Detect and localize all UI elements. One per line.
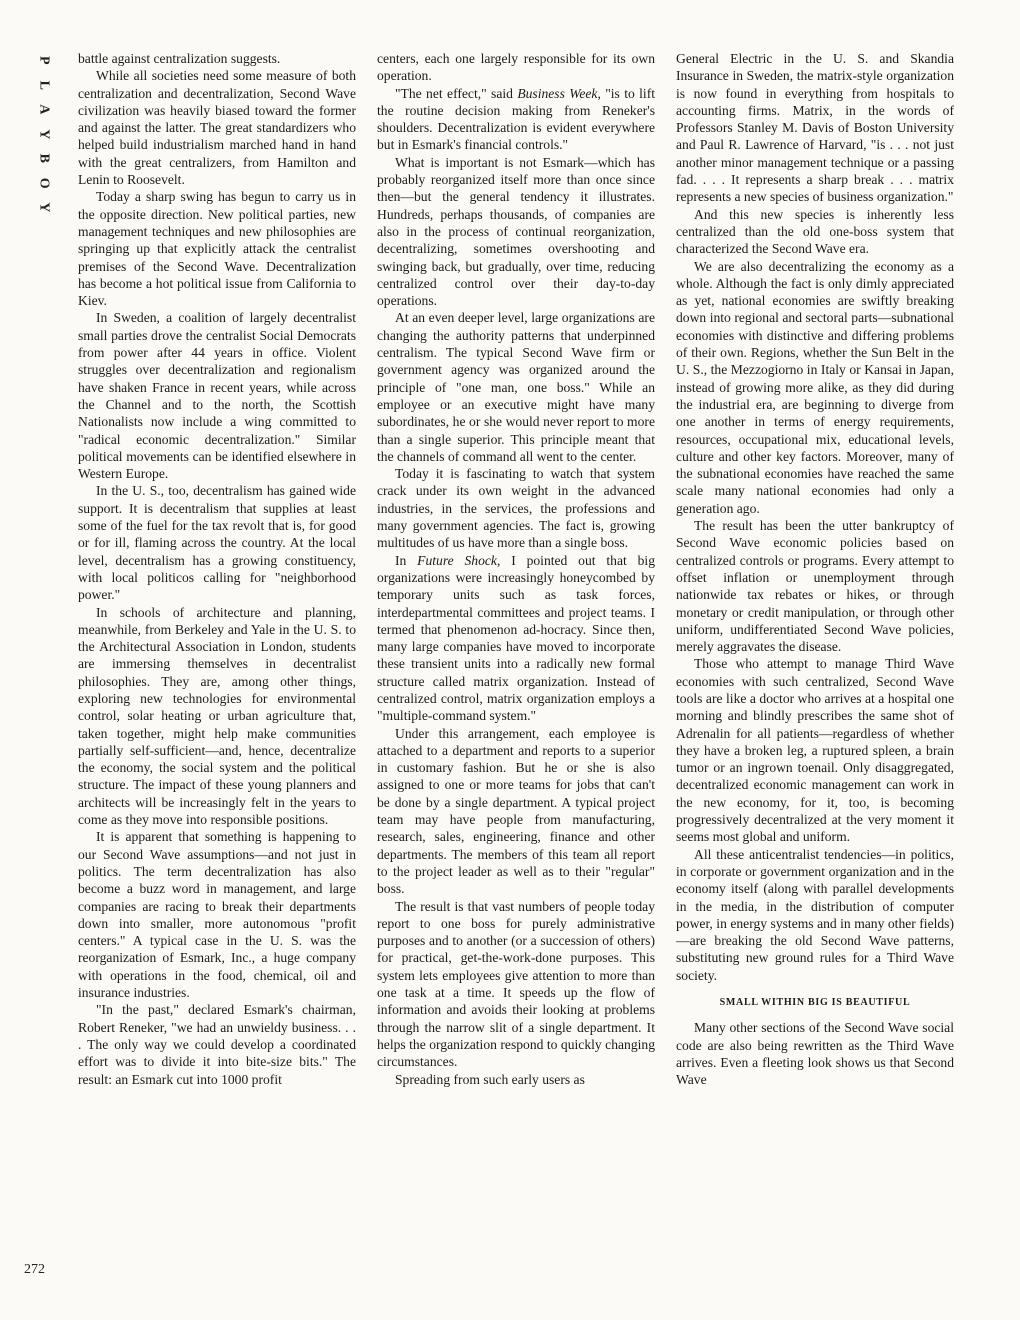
section-subhead: SMALL WITHIN BIG IS BEAUTIFUL	[719, 997, 911, 1009]
article-paragraph: Those who attempt to manage Third Wave economies with such centralized, Second Wave tools are like a doctor who arrives at a hospital one morning and blindly prescribes the same shot of Adrenalin for all patients—regardless of whether they have a broken leg, a ruptured spleen, a brain tumor or an ingrown toenail. Only disaggregated, decentralized economic management can work in the new economy, for it, too, is becoming progressively decentralized at the very moment it seems most global and uniform.	[676, 656, 954, 845]
article-paragraph: General Electric in the U. S. and Skandia Insurance in Sweden, the matrix-style organization is now found in everything from hospitals to accounting firms. Matrix, in the words of Professors Stanley M. Davis of Boston University and Paul R. Lawrence of Harvard, "is . . . not just another minor management technique or a passing fad. . . . It represents a sharp break . . . matrix represents a new species of business organization."	[676, 51, 954, 205]
article-column-3	[676, 50, 954, 1089]
article-paragraph: "In the past," declared Esmark's chairman, Robert Reneker, "we had an unwieldy business. . . . The only way we could develop a coordinated effort was to divide it into bite-size bits." The result: an Esmark cut into 1000 profit	[78, 1002, 356, 1087]
paragraph-text: , I pointed out that big organizations were increasingly honeycombed by temporary units such as task forces, interdepartmental committees and project teams. I termed that phenomenon ad-hocracy. Since then, many large companies have moved to incorporate these transient units into a radically new formal structure called matrix organization. Instead of centralized control, matrix organization employs a "multiple-command system."	[377, 552, 655, 724]
italic-title: Future Shock	[417, 552, 497, 568]
article-paragraph: At an even deeper level, large organizations are changing the authority patterns that underpinned centralism. The typical Second Wave firm or government agency was organized around the principle of "one man, one boss." While an employee or an executive might have many subordinates, he or she would never report to more than a single superior. This principle meant that the channels of command all went to the center.	[377, 310, 655, 464]
column-3-continued-body	[676, 1019, 954, 1088]
article-paragraph: Today a sharp swing has begun to carry us in the opposite direction. New political parties, new management techniques and new philosophies are springing up that explicitly attack the centralist premises of the Second Wave. Decentralization has become a hot political issue from California to Kiev.	[78, 189, 356, 309]
article-paragraph: battle against centralization suggests.	[78, 51, 281, 66]
article-paragraph: Many other sections of the Second Wave social code are also being rewritten as the Third Wave arrives. Even a fleeting look shows us that Second Wave	[676, 1020, 954, 1088]
article-column-1	[78, 50, 356, 1088]
masthead-letter: A	[36, 104, 52, 115]
masthead-letter: Y	[36, 128, 52, 139]
article-paragraph: And this new species is inherently less centralized than the old one-boss system that characterized the Second Wave era.	[676, 206, 954, 257]
article-paragraph: In the U. S., too, decentralism has gained wide support. It is decentralism that supplies at least some of the fuel for the tax revolt that is, for good or for ill, flaming across the country. At the local level, decentralism has a growing constituency, with local politicos calling for "neighborhood power."	[78, 483, 356, 603]
article-paragraph: It is apparent that something is happening to our Second Wave assumptions—and not just in politics. The term decentralization has also become a buzz word in management, and large companies are racing to break their departments down into smaller, more autonomous "profit centers." A typical case in the U. S. was the reorganization of Esmark, Inc., a huge company with operations in the food, chemical, oil and insurance industries.	[78, 829, 356, 1001]
article-paragraph	[377, 85, 655, 154]
masthead-letter: Y	[36, 202, 52, 213]
article-paragraph: The result is that vast numbers of people today report to one boss for purely administrative purposes and to another (or a succession of others) for practical, get-the-work-done purposes. This system lets employees give attention to more than one task at a time. It speeds up the flow of information and avoids their looking at problems through the narrow slit of a single department. It helps the organization respond to quickly changing circumstances.	[377, 898, 655, 1070]
column-3-body	[676, 50, 954, 984]
article-paragraph: While all societies need some measure of both centralization and decentralization, Second Wave civilization was heavily biased toward the former and against the latter. The great standardizers who helped build industrialism marched hand in hand with the great centralizers, from Hamilton and Lenin to Roosevelt.	[78, 68, 356, 188]
article-paragraph: What is important is not Esmark—which has probably reorganized itself more than once since then—but the general tendency it illustrates. Hundreds, perhaps thousands, of companies are also in the process of continual reorganization, decentralizing, sometimes overshooting and swinging back, but gradually, over time, reducing centralized control over their day-to-day operations.	[377, 154, 655, 309]
article-paragraph: In Sweden, a coalition of largely decentralist small parties drove the centralist Social Democrats from power after 44 years in office. Violent struggles over decentralization and regionalism have shaken France in recent years, while across the Channel and to the north, the Scottish Nationalists now include a wing committed to "radical economic decentralization." Similar political movements can be identified elsewhere in Western Europe.	[78, 310, 356, 482]
article-paragraph: In schools of architecture and planning, meanwhile, from Berkeley and Yale in the U. S. to the Architectural Association in London, students are immersing themselves in decentralist philosophies. They are, among other things, exploring new technologies for environmental control, solar heating or urban agriculture that, taken together, might help make communities partially self-sufficient—and, hence, decentralize the economy, the social system and the political structure. The impact of these young planners and architects will be increasingly felt in the years to come as they move into responsible positions.	[78, 604, 356, 828]
masthead-vertical	[34, 48, 52, 220]
page-number: 272	[24, 1262, 45, 1277]
article-paragraph: All these anticentralist tendencies—in politics, in corporate or government organization and in the economy itself (along with parallel developments in the media, in the distribution of computer power, in energy systems and in many other fields)—are breaking the old Second Wave patterns, substituting new ground rules for a Third Wave society.	[676, 846, 954, 983]
paragraph-text: In	[395, 552, 418, 568]
masthead-letter: O	[36, 177, 52, 189]
article-paragraph	[377, 552, 655, 725]
article-column-2	[377, 50, 655, 1088]
article-paragraph: Spreading from such early users as	[395, 1071, 585, 1087]
article-paragraph: centers, each one largely responsible for its own operation.	[377, 51, 655, 84]
masthead-letter: B	[36, 153, 52, 163]
masthead-letter: L	[36, 80, 52, 90]
paragraph-text: "The net effect," said	[395, 85, 518, 101]
masthead-letter: P	[36, 55, 52, 65]
article-paragraph: Under this arrangement, each employee is attached to a department and reports to a superior in customary fashion. But he or she is also assigned to one or more teams for jobs that can't be done by a single department. A typical project team may have people from manufacturing, research, sales, engineering, finance and other departments. The members of this team all report to the project leader as well as to their "regular" boss.	[377, 725, 655, 897]
paragraph-text: , "is to lift the routine decision making from Reneker's shoulders. Decentralization is evident everywhere but in Esmark's financial controls."	[377, 85, 656, 153]
article-paragraph: We are also decentralizing the economy as a whole. Although the fact is only dimly appreciated as yet, national economies are swiftly breaking down into regional and sectoral parts—subnational economies with distinctive and differing problems of their own. Regions, whether the Sun Belt in the U. S., the Mezzogiorno in Italy or Kansai in Japan, instead of growing more alike, as they did during the industrial era, are beginning to diverge from one another in terms of energy requirements, resources, occupational mix, educational levels, culture and other key factors. Moreover, many of the subnational economies have reached the same scale many national economies had only a generation ago.	[676, 258, 954, 516]
article-paragraph: Today it is fascinating to watch that system crack under its own weight in the advanced industries, in the services, the professions and many government agencies. The fact is, growing multitudes of us have more than a single boss.	[377, 466, 655, 551]
italic-title: Business Week	[517, 85, 598, 101]
article-paragraph: The result has been the utter bankruptcy of Second Wave economic policies based on centralized controls or programs. Every attempt to offset inflation or unemployment through nationwide tax rebates or hikes, or through monetary or credit manipulation, or through other uniform, undifferentiated Second Wave policies, merely aggravates the disease.	[676, 518, 954, 655]
